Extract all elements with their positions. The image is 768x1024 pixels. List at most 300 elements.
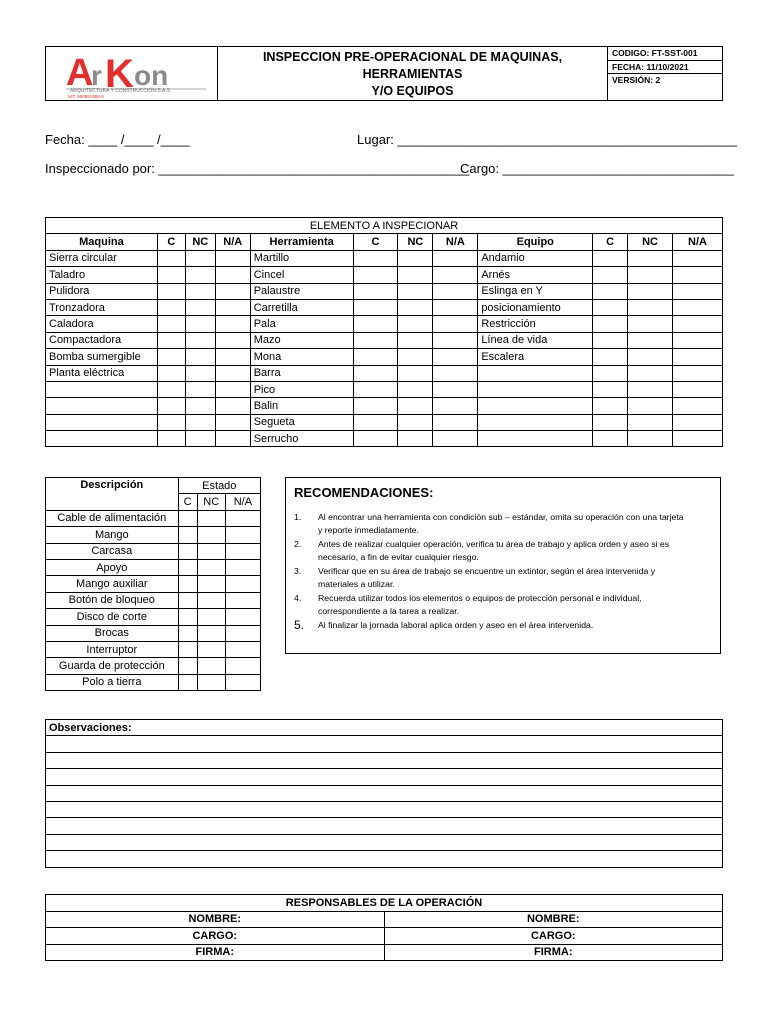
herramienta-name: Segueta [250, 414, 353, 430]
responsables-title: RESPONSABLES DE LA OPERACIÓN [46, 895, 723, 912]
title-line-2: Y/O EQUIPOS [371, 84, 454, 98]
recommendation-number: 5. [294, 618, 305, 632]
recommendation-line: Verificar que en su área de trabajo se encuentre un extintor, según el área intervenida y [318, 566, 656, 576]
check-cell[interactable] [185, 267, 215, 283]
equipo-name: Andamio [478, 250, 593, 266]
elements-col-header: N/A [673, 234, 723, 250]
observation-cell[interactable] [46, 769, 723, 785]
check-cell[interactable] [593, 349, 628, 365]
maquina-name: Planta eléctrica [46, 365, 158, 381]
elements-table [45, 217, 723, 447]
recommendation-number: 3. [294, 566, 302, 576]
component-name: Disco de corte [46, 609, 179, 625]
check-cell[interactable] [353, 299, 398, 315]
check-cell[interactable] [398, 267, 433, 283]
check-cell[interactable] [225, 510, 260, 526]
observation-cell[interactable] [46, 752, 723, 768]
herramienta-name: Barra [250, 365, 353, 381]
check-cell[interactable] [197, 625, 225, 641]
svg-text:r: r [91, 60, 102, 91]
recommendation-item [294, 619, 714, 632]
observation-line[interactable] [46, 851, 723, 867]
check-cell[interactable] [398, 398, 433, 414]
check-cell[interactable] [215, 349, 250, 365]
check-cell[interactable] [353, 349, 398, 365]
recommendation-number: 2. [294, 539, 302, 549]
check-cell[interactable] [433, 398, 478, 414]
observation-cell[interactable] [46, 785, 723, 801]
elements-col-header: C [157, 234, 185, 250]
check-cell[interactable] [157, 381, 185, 397]
table-row [46, 543, 261, 559]
check-cell[interactable] [673, 365, 723, 381]
check-cell[interactable] [628, 299, 673, 315]
check-cell[interactable] [353, 267, 398, 283]
check-cell[interactable] [157, 332, 185, 348]
check-cell[interactable] [157, 283, 185, 299]
recommendation-text [318, 592, 642, 618]
check-cell[interactable] [628, 267, 673, 283]
recommendation-line: Al finalizar la jornada laboral aplica orden y aseo en el área intervenida. [318, 620, 594, 630]
maquina-name [46, 381, 158, 397]
check-cell[interactable] [197, 641, 225, 657]
component-name: Mango auxiliar [46, 576, 179, 592]
check-cell[interactable] [593, 299, 628, 315]
check-cell[interactable] [433, 316, 478, 332]
check-cell[interactable] [225, 527, 260, 543]
recommendations-box [285, 477, 721, 654]
check-cell[interactable] [628, 431, 673, 447]
recommendations-title: RECOMENDACIONES: [294, 485, 434, 500]
table-row [46, 283, 723, 299]
check-cell[interactable] [353, 414, 398, 430]
maquina-name [46, 431, 158, 447]
check-cell[interactable] [398, 283, 433, 299]
check-cell[interactable] [628, 250, 673, 266]
maquina-name: Pulidora [46, 283, 158, 299]
table-row [46, 510, 261, 526]
check-cell[interactable] [353, 398, 398, 414]
herramienta-name: Pico [250, 381, 353, 397]
check-cell[interactable] [215, 398, 250, 414]
nombre-right[interactable]: NOMBRE: [384, 911, 723, 928]
table-row [46, 625, 261, 641]
elements-header-row [46, 234, 723, 250]
check-cell[interactable] [593, 381, 628, 397]
check-cell[interactable] [433, 283, 478, 299]
check-cell[interactable] [673, 316, 723, 332]
estado-na-header: N/A [225, 494, 260, 510]
check-cell[interactable] [353, 250, 398, 266]
estado-header: Estado [178, 478, 260, 494]
component-name: Cable de alimentación [46, 510, 179, 526]
check-cell[interactable] [593, 431, 628, 447]
check-cell[interactable] [628, 283, 673, 299]
equipo-name [478, 381, 593, 397]
recommendation-item [294, 511, 714, 537]
check-cell[interactable] [433, 267, 478, 283]
elements-col-header: NC [185, 234, 215, 250]
equipo-name: Línea de vida [478, 332, 593, 348]
check-cell[interactable] [398, 250, 433, 266]
check-cell[interactable] [215, 365, 250, 381]
check-cell[interactable] [157, 250, 185, 266]
equipo-name [478, 414, 593, 430]
check-cell[interactable] [178, 576, 197, 592]
component-name: Mango [46, 527, 179, 543]
check-cell[interactable] [353, 316, 398, 332]
check-cell[interactable] [628, 414, 673, 430]
check-cell[interactable] [398, 381, 433, 397]
elements-col-header: Equipo [478, 234, 593, 250]
table-row [46, 431, 723, 447]
recommendation-line: materiales a utilizar. [318, 579, 395, 589]
check-cell[interactable] [398, 414, 433, 430]
check-cell[interactable] [593, 332, 628, 348]
equipo-name: Eslinga en Y [478, 283, 593, 299]
check-cell[interactable] [197, 658, 225, 674]
check-cell[interactable] [593, 414, 628, 430]
observation-line[interactable] [46, 769, 723, 785]
component-name: Botón de bloqueo [46, 592, 179, 608]
check-cell[interactable] [673, 299, 723, 315]
estado-c-header: C [178, 494, 197, 510]
check-cell[interactable] [185, 381, 215, 397]
cargo-right[interactable]: CARGO: [384, 928, 723, 945]
equipo-name [478, 398, 593, 414]
component-name: Apoyo [46, 559, 179, 575]
recommendation-line: Antes de realizar cualquier operación, verifica tu área de trabajo y aplica orden y aseo si es [318, 539, 670, 549]
component-name: Interruptor [46, 641, 179, 657]
logo-nit: NIT. 900991908-8 [68, 94, 104, 99]
check-cell[interactable] [215, 299, 250, 315]
check-cell[interactable] [157, 398, 185, 414]
equipo-name [478, 431, 593, 447]
check-cell[interactable] [225, 543, 260, 559]
check-cell[interactable] [185, 365, 215, 381]
check-cell[interactable] [157, 299, 185, 315]
check-cell[interactable] [433, 414, 478, 430]
check-cell[interactable] [157, 316, 185, 332]
component-name: Brocas [46, 625, 179, 641]
equipo-name: Restricción [478, 316, 593, 332]
table-row [46, 267, 723, 283]
check-cell[interactable] [178, 625, 197, 641]
check-cell[interactable] [178, 641, 197, 657]
check-cell[interactable] [593, 250, 628, 266]
maquina-name: Taladro [46, 267, 158, 283]
elements-title: ELEMENTO A INSPECIONAR [46, 218, 723, 234]
check-cell[interactable] [398, 316, 433, 332]
recommendation-text [318, 619, 593, 632]
check-cell[interactable] [197, 609, 225, 625]
elements-col-header: N/A [215, 234, 250, 250]
check-cell[interactable] [673, 332, 723, 348]
check-cell[interactable] [185, 398, 215, 414]
check-cell[interactable] [185, 349, 215, 365]
table-row [46, 527, 261, 543]
observations-label: Observaciones: [46, 720, 723, 736]
herramienta-name: Serrucho [250, 431, 353, 447]
check-cell[interactable] [185, 332, 215, 348]
table-row [46, 250, 723, 266]
component-name: Polo a tierra [46, 674, 179, 690]
component-name: Carcasa [46, 543, 179, 559]
nombre-left[interactable]: NOMBRE: [46, 911, 385, 928]
check-cell[interactable] [593, 398, 628, 414]
elements-col-header: Maquina [46, 234, 158, 250]
maquina-name: Compactadora [46, 332, 158, 348]
check-cell[interactable] [178, 658, 197, 674]
check-cell[interactable] [157, 267, 185, 283]
table-row [46, 414, 723, 430]
check-cell[interactable] [398, 349, 433, 365]
version: VERSIÓN: 2 [612, 75, 661, 85]
check-cell[interactable] [225, 658, 260, 674]
observation-cell[interactable] [46, 818, 723, 834]
check-cell[interactable] [673, 267, 723, 283]
lugar-field[interactable]: Lugar: _______________________________________________ [357, 132, 738, 147]
check-cell[interactable] [673, 431, 723, 447]
observation-line[interactable] [46, 834, 723, 850]
logo-text-a: A [66, 52, 94, 94]
table-row [46, 316, 723, 332]
check-cell[interactable] [353, 431, 398, 447]
check-cell[interactable] [593, 365, 628, 381]
check-cell[interactable] [433, 431, 478, 447]
check-cell[interactable] [353, 365, 398, 381]
check-cell[interactable] [178, 674, 197, 690]
check-cell[interactable] [215, 250, 250, 266]
check-cell[interactable] [185, 283, 215, 299]
cargo-left[interactable]: CARGO: [46, 928, 385, 945]
observation-line[interactable] [46, 752, 723, 768]
equipo-name: Arnés [478, 267, 593, 283]
elements-col-header: C [353, 234, 398, 250]
recommendation-line: Al encontrar una herramienta con condición sub – estándar, omita su operación con una tarjeta [318, 512, 684, 522]
check-cell[interactable] [225, 625, 260, 641]
check-cell[interactable] [673, 414, 723, 430]
observation-cell[interactable] [46, 736, 723, 752]
recommendation-number: 4. [294, 593, 302, 603]
check-cell[interactable] [178, 543, 197, 559]
herramienta-name: Palaustre [250, 283, 353, 299]
check-cell[interactable] [398, 431, 433, 447]
table-row [46, 332, 723, 348]
herramienta-name: Cincel [250, 267, 353, 283]
table-row [46, 658, 261, 674]
herramienta-name: Pala [250, 316, 353, 332]
logo-cell [46, 47, 218, 100]
recommendation-item [294, 538, 714, 564]
equipo-name: Escalera [478, 349, 593, 365]
check-cell[interactable] [215, 283, 250, 299]
check-cell[interactable] [157, 349, 185, 365]
recommendations-list [294, 511, 714, 633]
check-cell[interactable] [178, 592, 197, 608]
check-cell[interactable] [433, 349, 478, 365]
check-cell[interactable] [225, 674, 260, 690]
check-cell[interactable] [433, 332, 478, 348]
check-cell[interactable] [628, 316, 673, 332]
firma-left[interactable]: FIRMA: [46, 944, 385, 961]
equipo-name [478, 365, 593, 381]
check-cell[interactable] [593, 316, 628, 332]
check-cell[interactable] [628, 381, 673, 397]
check-cell[interactable] [628, 365, 673, 381]
observation-cell[interactable] [46, 851, 723, 867]
check-cell[interactable] [178, 527, 197, 543]
svg-text:on: on [134, 60, 169, 91]
check-cell[interactable] [225, 609, 260, 625]
desc-header: Descripción [46, 478, 179, 511]
check-cell[interactable] [433, 250, 478, 266]
recommendation-number: 1. [294, 512, 302, 522]
recommendation-line: Recuerda utilizar todos los elementos o equipos de protección personal e individual, [318, 593, 642, 603]
recommendation-text [318, 538, 669, 564]
check-cell[interactable] [673, 349, 723, 365]
check-cell[interactable] [398, 332, 433, 348]
check-cell[interactable] [628, 349, 673, 365]
check-cell[interactable] [215, 316, 250, 332]
codigo: CODIGO: FT-SST-001 [608, 47, 722, 61]
check-cell[interactable] [215, 431, 250, 447]
firma-right[interactable]: FIRMA: [384, 944, 723, 961]
check-cell[interactable] [353, 332, 398, 348]
maquina-name: Sierra circular [46, 250, 158, 266]
description-table [45, 477, 261, 691]
inspeccionado-field[interactable]: Inspeccionado por: ___________________________________________ [45, 161, 470, 176]
check-cell[interactable] [433, 365, 478, 381]
maquina-name [46, 398, 158, 414]
logo-subtitle: ARQUITECTURA Y CONSTRUCCIÓN S.A.S [70, 88, 171, 94]
recommendation-line: y reporte inmediatamente. [318, 525, 419, 535]
fecha-field[interactable]: Fecha: ____ /____ /____ [45, 132, 190, 147]
check-cell[interactable] [673, 381, 723, 397]
herramienta-name: Mona [250, 349, 353, 365]
table-row [46, 559, 261, 575]
check-cell[interactable] [353, 283, 398, 299]
check-cell[interactable] [628, 398, 673, 414]
check-cell[interactable] [178, 559, 197, 575]
check-cell[interactable] [157, 365, 185, 381]
document-title [218, 47, 608, 100]
table-row [46, 674, 261, 690]
svg-text:K: K [105, 52, 134, 96]
elements-col-header: N/A [433, 234, 478, 250]
check-cell[interactable] [215, 414, 250, 430]
check-cell[interactable] [178, 609, 197, 625]
check-cell[interactable] [225, 576, 260, 592]
check-cell[interactable] [398, 365, 433, 381]
check-cell[interactable] [593, 283, 628, 299]
title-line-1: INSPECCION PRE-OPERACIONAL DE MAQUINAS, HERRAMIENTAS [262, 50, 563, 81]
table-row [46, 576, 261, 592]
table-row [46, 349, 723, 365]
observations-table [45, 719, 723, 868]
check-cell[interactable] [185, 316, 215, 332]
table-row [46, 299, 723, 315]
check-cell[interactable] [215, 381, 250, 397]
check-cell[interactable] [225, 592, 260, 608]
table-row [46, 641, 261, 657]
observation-cell[interactable] [46, 834, 723, 850]
herramienta-name: Martillo [250, 250, 353, 266]
check-cell[interactable] [398, 299, 433, 315]
check-cell[interactable] [628, 332, 673, 348]
check-cell[interactable] [433, 299, 478, 315]
estado-nc-header: NC [197, 494, 225, 510]
check-cell[interactable] [178, 510, 197, 526]
document-meta [608, 47, 722, 100]
elements-col-header: NC [628, 234, 673, 250]
recommendation-item [294, 592, 714, 618]
check-cell[interactable] [433, 381, 478, 397]
check-cell[interactable] [197, 510, 225, 526]
cargo-field[interactable]: Cargo: ________________________________ [460, 161, 734, 176]
check-cell[interactable] [225, 641, 260, 657]
check-cell[interactable] [197, 674, 225, 690]
observation-line[interactable] [46, 736, 723, 752]
check-cell[interactable] [197, 576, 225, 592]
observation-line[interactable] [46, 818, 723, 834]
maquina-name: Bomba sumergible [46, 349, 158, 365]
table-row [46, 592, 261, 608]
check-cell[interactable] [673, 250, 723, 266]
recommendation-text [318, 511, 684, 537]
document-header [45, 46, 723, 101]
responsables-table [45, 894, 723, 961]
observation-line[interactable] [46, 785, 723, 801]
check-cell[interactable] [157, 431, 185, 447]
recommendation-line: correspondiente a la tarea a realizar. [318, 606, 460, 616]
table-row [46, 381, 723, 397]
recommendation-item [294, 565, 714, 591]
check-cell[interactable] [673, 283, 723, 299]
check-cell[interactable] [353, 381, 398, 397]
check-cell[interactable] [185, 299, 215, 315]
elements-col-header: NC [398, 234, 433, 250]
herramienta-name: Mazo [250, 332, 353, 348]
equipo-name: posicionamiento [478, 299, 593, 315]
recommendation-line: necesario, a fin de evitar cualquier riesgo. [318, 552, 479, 562]
check-cell[interactable] [197, 527, 225, 543]
table-row [46, 398, 723, 414]
observation-cell[interactable] [46, 801, 723, 817]
check-cell[interactable] [225, 559, 260, 575]
herramienta-name: Balin [250, 398, 353, 414]
fecha-doc: FECHA: 11/10/2021 [608, 61, 722, 75]
herramienta-name: Carretilla [250, 299, 353, 315]
check-cell[interactable] [593, 267, 628, 283]
check-cell[interactable] [185, 250, 215, 266]
check-cell[interactable] [197, 592, 225, 608]
check-cell[interactable] [197, 543, 225, 559]
observation-line[interactable] [46, 801, 723, 817]
check-cell[interactable] [185, 431, 215, 447]
recommendation-text [318, 565, 655, 591]
check-cell[interactable] [157, 414, 185, 430]
check-cell[interactable] [215, 332, 250, 348]
component-name: Guarda de protección [46, 658, 179, 674]
check-cell[interactable] [673, 398, 723, 414]
check-cell[interactable] [215, 267, 250, 283]
maquina-name: Caladora [46, 316, 158, 332]
table-row [46, 609, 261, 625]
maquina-name: Tronzadora [46, 299, 158, 315]
check-cell[interactable] [197, 559, 225, 575]
check-cell[interactable] [185, 414, 215, 430]
